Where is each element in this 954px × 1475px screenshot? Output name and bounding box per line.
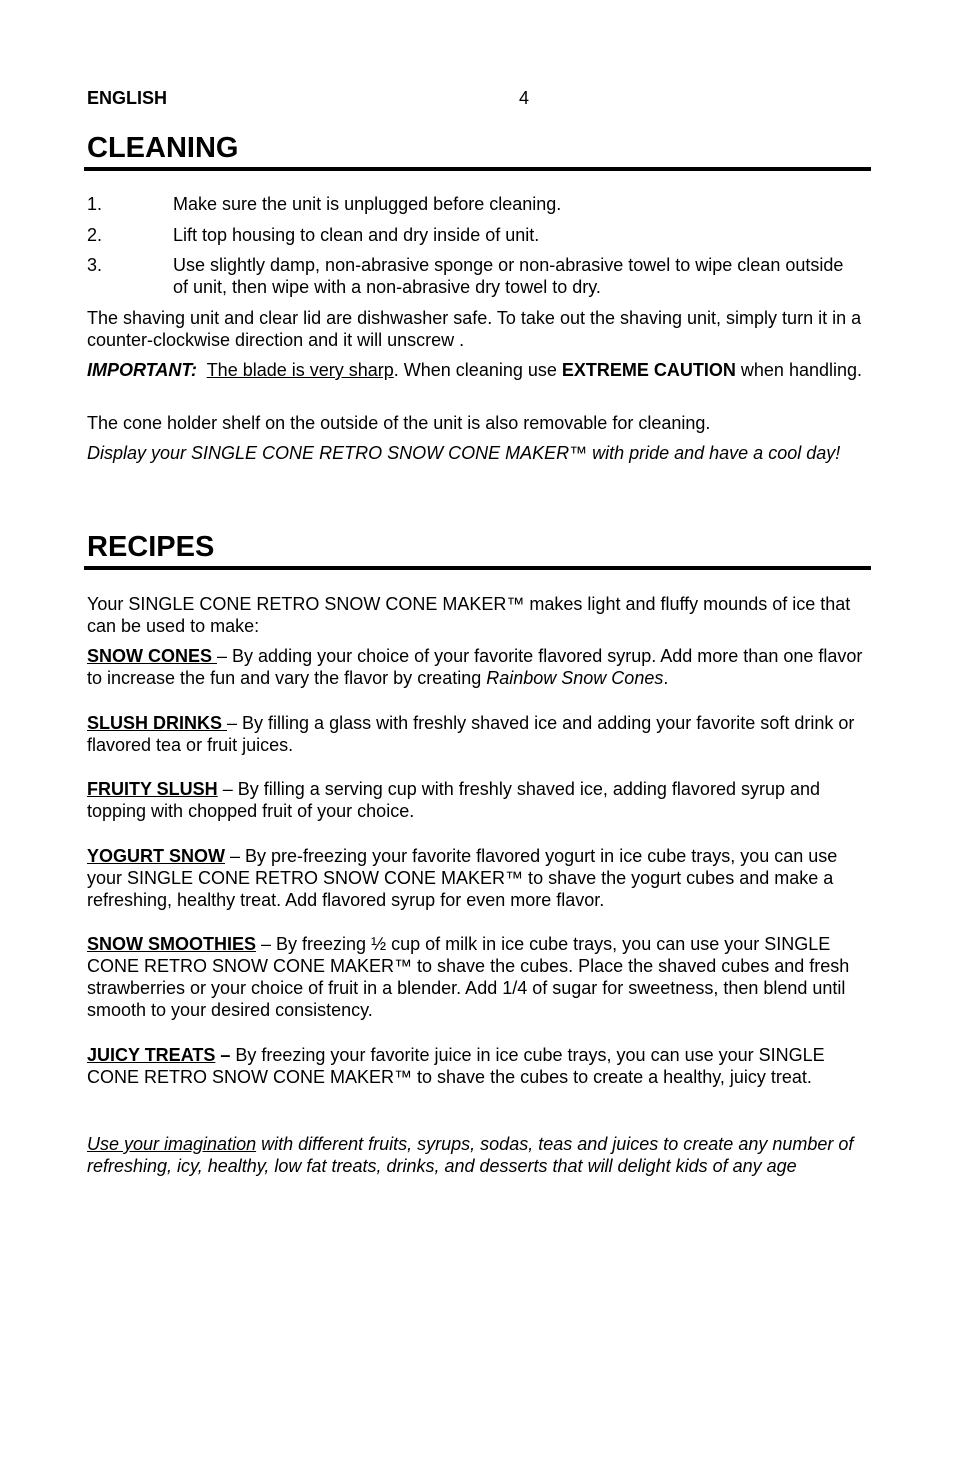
important-warning: The blade is very sharp (206, 360, 394, 380)
recipe-dash: – (215, 1045, 231, 1065)
recipe-yogurt-snow (87, 845, 867, 911)
cleaning-rule (84, 167, 871, 171)
page-number: 4 (519, 88, 530, 108)
recipe-text: – By adding your choice of your favorite flavored syrup. Add more than one flavor to increase the fun and vary the flavor by creating (87, 646, 863, 688)
step-3-text: Use slightly damp, non-abrasive sponge or non-abrasive towel to wipe clean outside of unit, then wipe with a non-abrasive dry towel to dry. (173, 255, 844, 297)
cleaning-heading: CLEANING (87, 132, 239, 164)
header-language: ENGLISH (87, 88, 168, 108)
recipe-italic: Rainbow Snow Cones (486, 668, 664, 688)
recipe-text: – By filling a glass with freshly shaved ice and adding your favorite soft drink or flavored tea or fruit juices. (87, 713, 855, 755)
recipe-text: – By pre-freezing your favorite flavored yogurt in ice cube trays, you can use your SINGLE CONE RETRO SNOW CONE MAKER™ to shave the yogurt cubes and make a refreshing, healthy treat. Add flavored syrup for even more flavor. (87, 846, 838, 910)
step-3-number: 3. (87, 255, 103, 275)
display-paragraph: Display your SINGLE CONE RETRO SNOW CONE MAKER™ with pride and have a cool day! (87, 443, 841, 463)
recipe-text: By freezing your favorite juice in ice cube trays, you can use your SINGLE CONE RETRO SNOW CONE MAKER™ to shave the cubes to create a healthy, juicy treat. (87, 1045, 825, 1087)
recipe-name: SLUSH DRINKS (87, 713, 228, 733)
step-2-text: Lift top housing to clean and dry inside of unit. (173, 225, 540, 245)
important-label: IMPORTANT: (87, 360, 197, 380)
recipe-snow-smoothies (87, 933, 867, 1021)
step-1-text: Make sure the unit is unplugged before cleaning. (173, 194, 562, 214)
recipes-heading: RECIPES (87, 531, 215, 563)
recipes-intro: Your SINGLE CONE RETRO SNOW CONE MAKER™ makes light and fluffy mounds of ice that can be used to make: (87, 594, 851, 636)
imagination-text: with different fruits, syrups, sodas, teas and juices to create any number of refreshing, icy, healthy, low fat treats, drinks, and desserts that will delight kids of any age (87, 1134, 854, 1176)
important-caution: EXTREME CAUTION (561, 360, 736, 380)
recipe-name: SNOW SMOOTHIES (87, 934, 257, 954)
imagination-paragraph (87, 1133, 867, 1177)
recipe-name: YOGURT SNOW (87, 846, 225, 866)
recipe-fruity-slush (87, 778, 867, 822)
recipe-name: SNOW CONES (87, 646, 218, 666)
recipes-rule (84, 566, 871, 570)
recipe-end: . (663, 668, 669, 688)
important-end: when handling. (735, 360, 863, 380)
recipe-text: – By freezing ½ cup of milk in ice cube trays, you can use your SINGLE CONE RETRO SNOW CONE MAKER™ to shave the cubes. Place the shaved cubes and fresh strawberries or your choice of fruit in a blender. Add 1/4 of sugar for sweetness, then blend until smooth to your desired consistency. (87, 934, 850, 1020)
recipe-name: JUICY TREATS (87, 1045, 216, 1065)
important-paragraph (87, 359, 867, 381)
imagination-underlined: Use your imagination (87, 1134, 257, 1154)
recipe-name: FRUITY SLUSH (87, 779, 218, 799)
recipe-text: – By filling a serving cup with freshly shaved ice, adding flavored syrup and topping with chopped fruit of your choice. (87, 779, 821, 821)
recipe-snow-cones (87, 645, 867, 689)
recipe-juicy-treats (87, 1044, 867, 1088)
step-1-number: 1. (87, 194, 103, 214)
important-mid: . When cleaning use (393, 360, 562, 380)
dishwasher-paragraph: The shaving unit and clear lid are dishwasher safe. To take out the shaving unit, simply turn it in a counter-clockwise direction and it will unscrew . (87, 308, 862, 350)
step-2-number: 2. (87, 225, 103, 245)
recipe-slush-drinks (87, 712, 867, 756)
shelf-paragraph: The cone holder shelf on the outside of the unit is also removable for cleaning. (87, 413, 711, 433)
